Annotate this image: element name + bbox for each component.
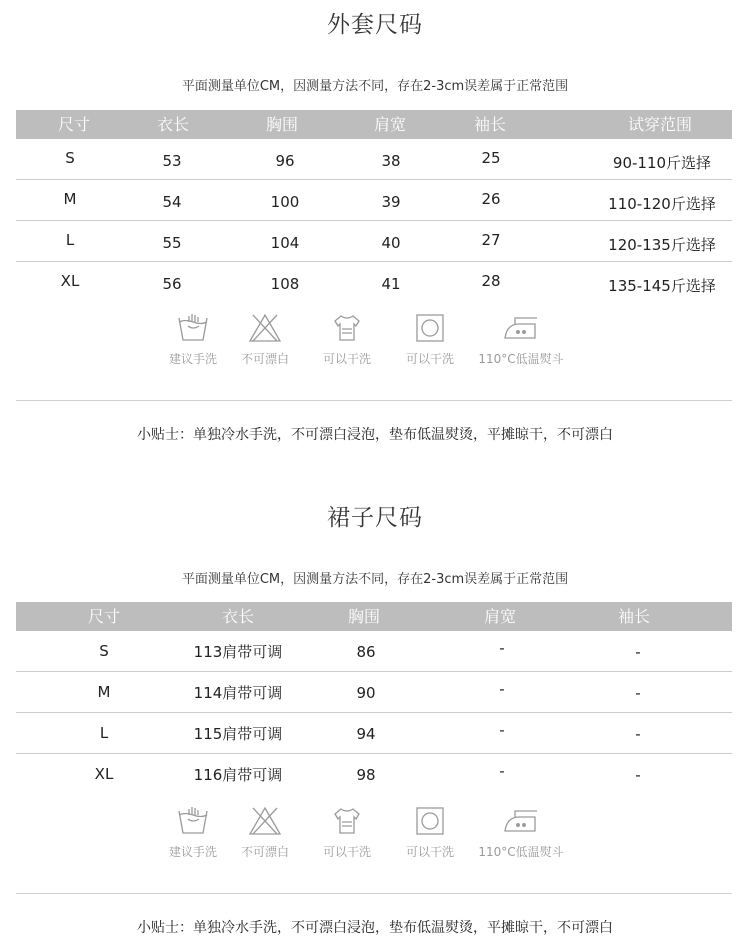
cell-size: M xyxy=(63,190,77,208)
cell-shoulder: 40 xyxy=(381,234,401,252)
header-shoulder: 肩宽 xyxy=(483,607,517,626)
cell-size: S xyxy=(65,149,75,167)
cell-bust: 104 xyxy=(270,234,300,252)
header-shoulder: 肩宽 xyxy=(373,115,407,134)
care-item xyxy=(466,805,576,860)
shirt-wash-icon xyxy=(329,312,365,344)
header-bust: 胸围 xyxy=(265,115,299,134)
cell-shoulder: 39 xyxy=(381,193,401,211)
skirt-size-title: 裙子尺码 xyxy=(327,505,423,531)
table-row xyxy=(16,713,732,754)
cell-shoulder: - xyxy=(499,721,505,739)
cell-bust: 94 xyxy=(356,725,376,743)
care-label: 110°C低温熨斗 xyxy=(478,845,564,859)
cell-bust: 98 xyxy=(356,766,376,784)
skirt-measure-note: 平面测量单位CM，因测量方法不同，存在2-3cm误差属于正常范围 xyxy=(181,572,569,587)
care-label: 可以干洗 xyxy=(405,845,454,859)
cell-length: 113肩带可调 xyxy=(193,643,283,661)
cell-bust: 90 xyxy=(356,684,376,702)
table-header xyxy=(16,110,732,139)
table-row xyxy=(16,180,732,221)
dry-clean-icon xyxy=(412,312,448,344)
cell-bust: 100 xyxy=(270,193,300,211)
cell-fit-range: 110-120斤选择 xyxy=(608,195,716,213)
cell-size: S xyxy=(99,642,109,660)
cell-fit-range: 120-135斤选择 xyxy=(608,236,716,254)
care-label: 建议手洗 xyxy=(168,352,217,366)
skirt-care-icons xyxy=(0,805,750,867)
care-label: 可以干洗 xyxy=(322,845,371,859)
table-row xyxy=(16,139,732,180)
table-header xyxy=(16,602,732,631)
header-bust: 胸围 xyxy=(347,607,381,626)
cell-shoulder: 41 xyxy=(381,275,401,293)
cell-sleeve: - xyxy=(635,684,641,702)
shirt-wash-icon xyxy=(329,805,365,837)
hand-wash-icon xyxy=(175,805,211,837)
cell-bust: 96 xyxy=(275,152,295,170)
cell-shoulder: - xyxy=(499,639,505,657)
care-item xyxy=(466,312,576,367)
cell-size: L xyxy=(99,724,109,742)
cell-size: M xyxy=(97,683,111,701)
cell-shoulder: - xyxy=(499,680,505,698)
cell-sleeve: 27 xyxy=(481,231,501,249)
header-sleeve: 袖长 xyxy=(617,607,651,626)
table-row xyxy=(16,672,732,713)
table-row xyxy=(16,754,732,794)
hand-wash-icon xyxy=(175,312,211,344)
iron-icon xyxy=(501,805,541,837)
header-length: 衣长 xyxy=(221,607,255,626)
header-length: 衣长 xyxy=(156,115,190,134)
jacket-care-icons xyxy=(0,312,750,374)
cell-shoulder: 38 xyxy=(381,152,401,170)
cell-length: 114肩带可调 xyxy=(193,684,283,702)
table-row xyxy=(16,631,732,672)
cell-size: XL xyxy=(94,765,114,783)
care-label: 可以干洗 xyxy=(405,352,454,366)
iron-icon xyxy=(501,312,541,344)
cell-sleeve: - xyxy=(635,643,641,661)
section-divider xyxy=(16,893,732,894)
dry-clean-icon xyxy=(412,805,448,837)
table-row xyxy=(16,221,732,262)
cell-length: 54 xyxy=(162,193,182,211)
cell-bust: 86 xyxy=(356,643,376,661)
cell-sleeve: - xyxy=(635,725,641,743)
cell-length: 115肩带可调 xyxy=(193,725,283,743)
header-size: 尺寸 xyxy=(57,115,91,134)
care-label: 不可漂白 xyxy=(240,845,289,859)
cell-sleeve: - xyxy=(635,766,641,784)
jacket-size-table xyxy=(16,110,732,302)
care-label: 建议手洗 xyxy=(168,845,217,859)
cell-length: 53 xyxy=(162,152,182,170)
care-label: 110°C低温熨斗 xyxy=(478,352,564,366)
jacket-size-title: 外套尺码 xyxy=(327,12,423,38)
cell-size: L xyxy=(65,231,75,249)
cell-size: XL xyxy=(60,272,80,290)
header-sleeve: 袖长 xyxy=(473,115,507,134)
cell-length: 116肩带可调 xyxy=(193,766,283,784)
header-size: 尺寸 xyxy=(87,607,121,626)
cell-fit-range: 90-110斤选择 xyxy=(612,154,712,172)
table-row xyxy=(16,262,732,302)
no-bleach-icon xyxy=(247,312,283,344)
cell-bust: 108 xyxy=(270,275,300,293)
section-divider xyxy=(16,400,732,401)
header-fit-range: 试穿范围 xyxy=(627,115,693,134)
cell-shoulder: - xyxy=(499,762,505,780)
cell-fit-range: 135-145斤选择 xyxy=(608,277,716,295)
skirt-size-table xyxy=(16,602,732,794)
care-label: 不可漂白 xyxy=(240,352,289,366)
cell-sleeve: 26 xyxy=(481,190,501,208)
cell-length: 56 xyxy=(162,275,182,293)
cell-length: 55 xyxy=(162,234,182,252)
care-label: 可以干洗 xyxy=(322,352,371,366)
cell-sleeve: 25 xyxy=(481,149,501,167)
jacket-care-tip: 小贴士：单独冷水手洗，不可漂白浸泡，垫布低温熨烫，平摊晾干，不可漂白 xyxy=(137,427,613,443)
skirt-care-tip: 小贴士：单独冷水手洗，不可漂白浸泡，垫布低温熨烫，平摊晾干，不可漂白 xyxy=(137,920,613,936)
cell-sleeve: 28 xyxy=(481,272,501,290)
jacket-measure-note: 平面测量单位CM，因测量方法不同，存在2-3cm误差属于正常范围 xyxy=(181,79,569,94)
no-bleach-icon xyxy=(247,805,283,837)
